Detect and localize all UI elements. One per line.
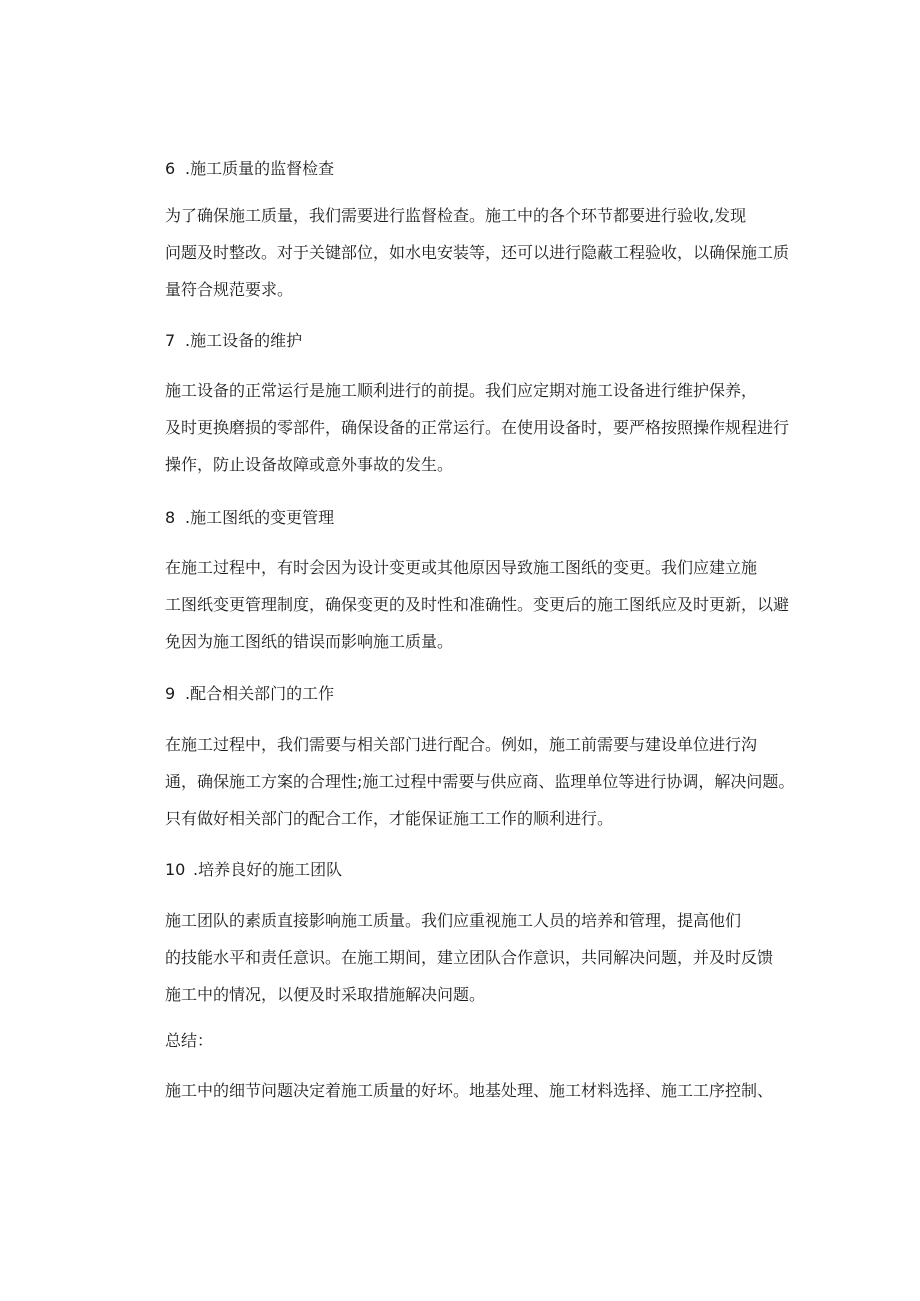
section-paragraph-7 — [165, 372, 797, 483]
paragraph-line: 施工中的情况，以便及时采取措施解决问题。 — [165, 985, 486, 1004]
paragraph-line: 工图纸变更管理制度，确保变更的及时性和准确性。变更后的施工图纸应及时更新，以避 — [165, 595, 790, 614]
paragraph-line: 操作，防止设备故障或意外事故的发生。 — [165, 455, 454, 474]
paragraph-line: 及时更换磨损的零部件，确保设备的正常运行。在使用设备时，要严格按照操作规程进行 — [165, 418, 790, 437]
paragraph-line: 为了确保施工质量，我们需要进行监督检查。施工中的各个环节都要进行验收,发现 — [165, 206, 747, 225]
section-paragraph-9 — [165, 726, 797, 837]
section-number: 10 — [165, 860, 186, 879]
section-title: .施工质量的监督检查 — [185, 159, 335, 178]
section-heading-9 — [165, 684, 334, 704]
section-number: 7 — [165, 331, 176, 350]
paragraph-line: 在施工过程中，我们需要与相关部门进行配合。例如，施工前需要与建设单位进行沟 — [165, 735, 758, 754]
paragraph-line: 的技能水平和责任意识。在施工期间，建立团队合作意识，共同解决问题，并及时反馈 — [165, 948, 774, 967]
section-title: .施工设备的维护 — [185, 331, 303, 350]
paragraph-line: 施工团队的素质直接影响施工质量。我们应重视施工人员的培养和管理，提高他们 — [165, 911, 742, 930]
paragraph-line: 只有做好相关部门的配合工作，才能保证施工工作的顺利进行。 — [165, 809, 614, 828]
section-heading-8 — [165, 508, 334, 528]
section-title: .培养良好的施工团队 — [193, 860, 343, 879]
section-title: .配合相关部门的工作 — [185, 684, 335, 703]
section-heading-10 — [165, 860, 342, 880]
paragraph-line: 施工设备的正常运行是施工顺利进行的前提。我们应定期对施工设备进行维护保养， — [165, 381, 758, 400]
section-heading-7 — [165, 331, 302, 351]
section-number: 6 — [165, 159, 176, 178]
paragraph-line: 免因为施工图纸的错误而影响施工质量。 — [165, 632, 454, 651]
paragraph-line: 问题及时整改。对于关键部位，如水电安装等，还可以进行隐蔽工程验收，以确保施工质 — [165, 243, 790, 262]
summary-paragraph — [165, 1072, 797, 1109]
paragraph-line: 在施工过程中，有时会因为设计变更或其他原因导致施工图纸的变更。我们应建立施 — [165, 558, 758, 577]
section-number: 9 — [165, 684, 176, 703]
paragraph-line: 施工中的细节问题决定着施工质量的好坏。地基处理、施工材料选择、施工工序控制、 — [165, 1081, 774, 1100]
paragraph-line: 通，确保施工方案的合理性;施工过程中需要与供应商、监理单位等进行协调，解决问题。 — [165, 772, 795, 791]
section-number: 8 — [165, 508, 176, 527]
section-heading-6 — [165, 159, 334, 179]
summary-label: 总结： — [165, 1031, 214, 1050]
section-paragraph-10 — [165, 902, 797, 1013]
paragraph-line: 量符合规范要求。 — [165, 280, 294, 299]
section-paragraph-6 — [165, 197, 797, 308]
section-title: .施工图纸的变更管理 — [185, 508, 335, 527]
section-paragraph-8 — [165, 549, 797, 660]
